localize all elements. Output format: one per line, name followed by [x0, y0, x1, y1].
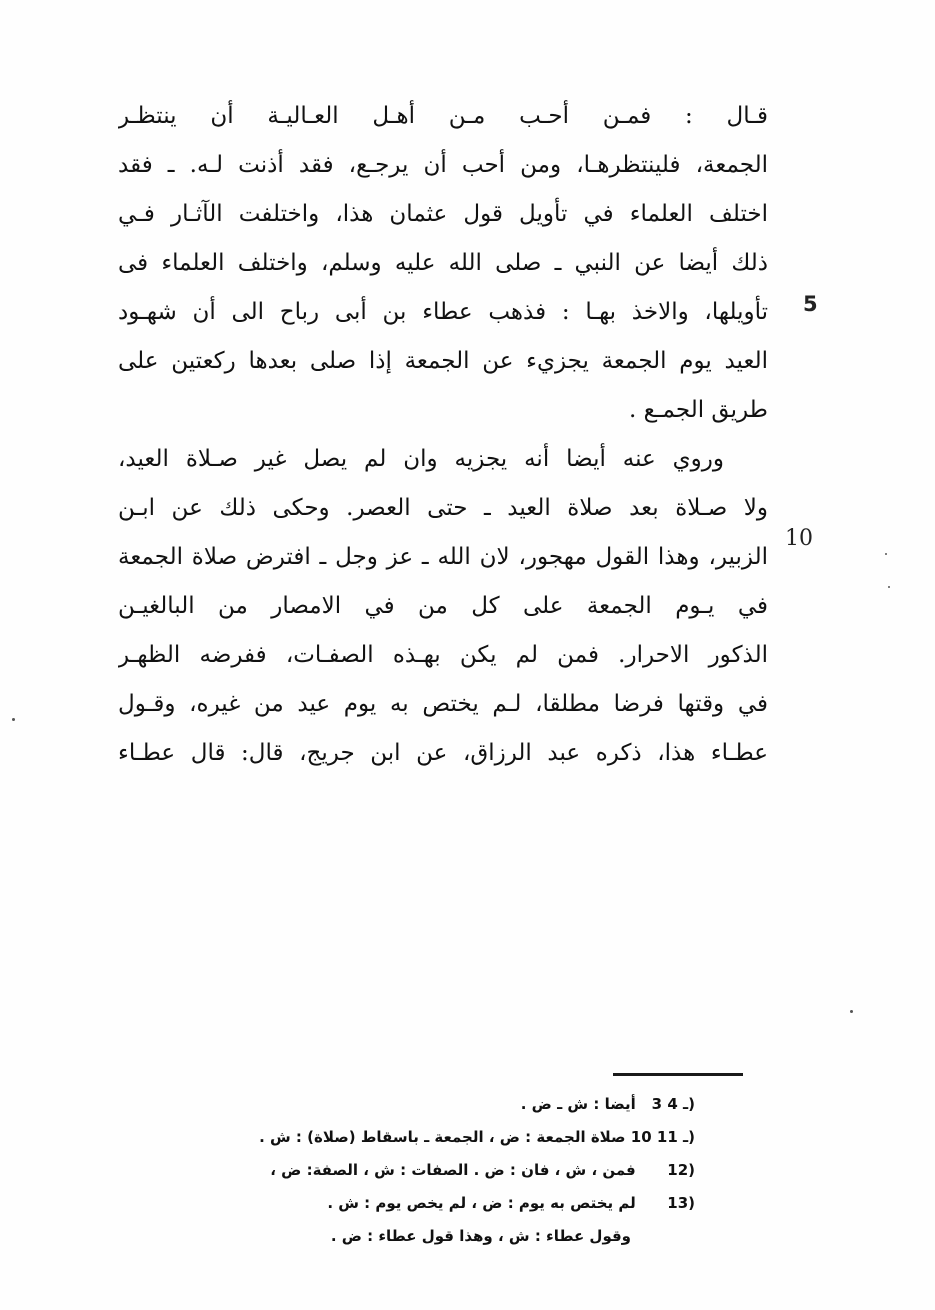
footnote-text: صلاة الجمعة : ض ، الجمعة ـ باسقاط (صلاة) : ش . — [259, 1128, 626, 1146]
scan-speck — [850, 1010, 853, 1013]
footnote-ref: 13) — [667, 1194, 695, 1212]
text-line: الذكور الاحرار. فمن لم يكن بهـذه الصفـات، ففرضه الظهـر — [118, 642, 768, 668]
scan-speck — [12, 718, 15, 721]
main-text-block — [118, 92, 768, 778]
scan-speck — [888, 586, 890, 588]
footnote-item — [259, 1187, 695, 1220]
footnote-text: وقول عطاء : ش ، وهذا قول عطاء : ض . — [330, 1227, 631, 1245]
text-line: تأويلها، والاخذ بهـا : فذهب عطاء بن أبى رباح الى أن شهـود — [118, 299, 768, 325]
footnote-text: فمن ، ش ، فان : ض . الصفات : ش ، الصفة: ض ، — [270, 1161, 636, 1179]
footnote-separator — [613, 1073, 743, 1076]
text-line: ولا صـلاة بعد صلاة العيد ـ حتى العصر. وحكى ذلك عن ابـن — [118, 495, 768, 521]
text-line: عطـاء هذا، ذكره عبد الرزاق، عن ابن جريج، قال: قال عطـاء — [118, 740, 768, 766]
text-line: العيد يوم الجمعة يجزيء عن الجمعة إذا صلى بعدها ركعتين على — [118, 348, 768, 374]
text-line: طريق الجمـع . — [628, 397, 768, 423]
scan-speck — [885, 553, 887, 555]
line-number-5: 5 — [803, 292, 818, 316]
text-line: وروي عنه أيضا أنه يجزيه وان لم يصل غير صـلاة العيد، — [118, 446, 724, 472]
footnote-ref: 12) — [667, 1161, 695, 1179]
footnote-item — [259, 1088, 695, 1121]
footnote-ref: 3 ـ 4) — [651, 1095, 695, 1113]
text-line: اختلف العلماء في تأويل قول عثمان هذا، واختلفت الآثـار فـي — [118, 201, 768, 227]
text-line: الجمعة، فلينتظرهـا، ومن أحب أن يرجـع، فقد أذنت لـه. ـ فقد — [118, 152, 768, 178]
footnote-text: لم يختص به يوم : ض ، لم يخص يوم : ش . — [327, 1194, 636, 1212]
footnotes — [259, 1088, 695, 1253]
line-number-10: 10 — [785, 526, 813, 551]
footnote-continuation — [259, 1220, 695, 1253]
footnote-text: أيضا : ش ـ ض . — [520, 1095, 636, 1113]
footnote-item — [259, 1121, 695, 1154]
footnote-item — [259, 1154, 695, 1187]
footnote-ref: 10 ـ 11) — [630, 1128, 695, 1146]
text-line: قـال : فمـن أحـب مـن أهـل العـاليـة أن ينتظـر — [118, 103, 768, 129]
text-line: في يـوم الجمعة على كل من في الامصار من البالغيـن — [118, 593, 768, 619]
text-line: الزبير، وهذا القول مهجور، لان الله ـ عز وجل ـ افترض صلاة الجمعة — [118, 544, 768, 570]
text-line: ذلك أيضا عن النبي ـ صلى الله عليه وسلم، واختلف العلماء فى — [118, 250, 768, 276]
text-line: في وقتها فرضا مطلقا، لـم يختص به يوم عيد من غيره، وقـول — [118, 691, 768, 717]
